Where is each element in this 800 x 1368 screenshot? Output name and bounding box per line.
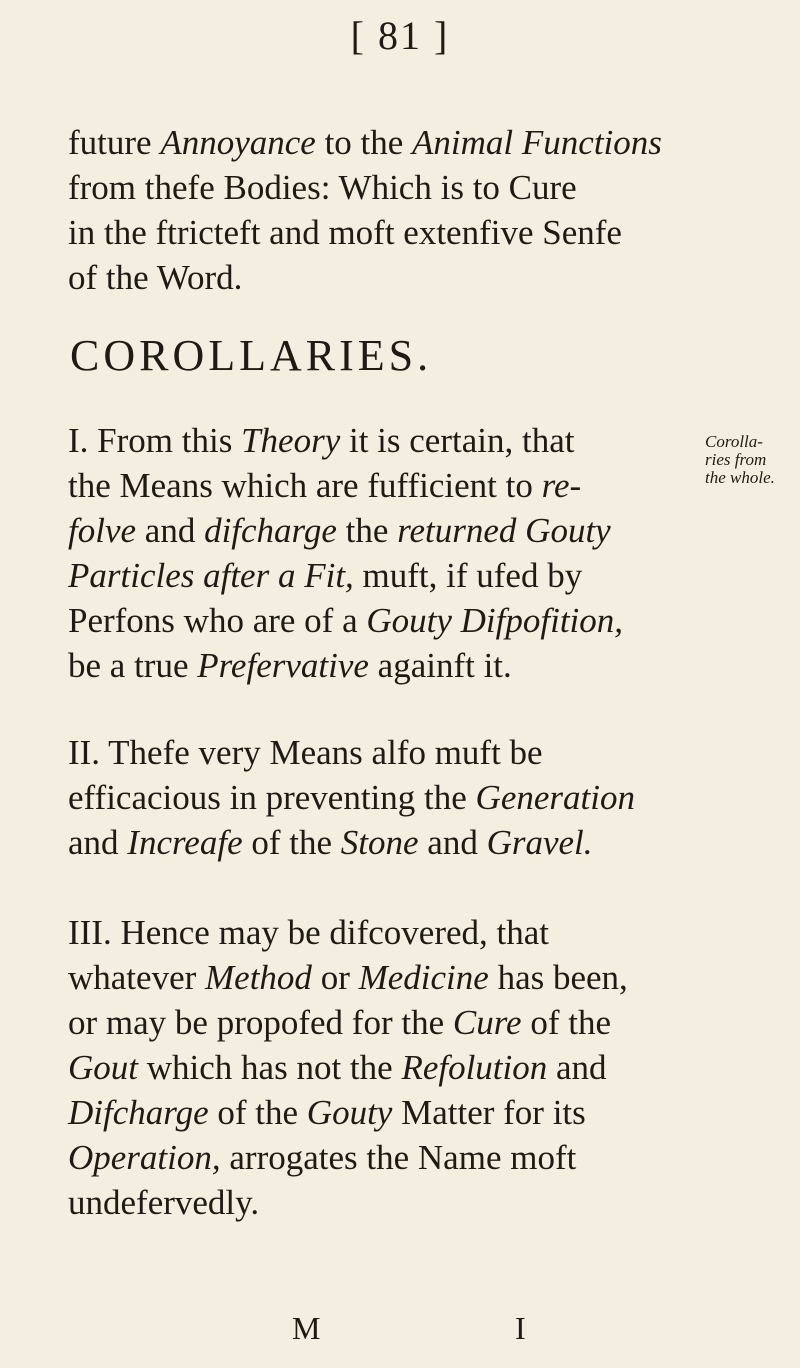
text-segment: re- <box>541 466 582 505</box>
text-segment: and <box>418 823 487 862</box>
text-line <box>68 210 708 255</box>
text-line <box>68 553 708 598</box>
text-segment: Particles after a Fit, <box>68 556 354 595</box>
text-segment: Generation <box>475 778 635 817</box>
text-line <box>68 120 708 165</box>
text-segment: be a true <box>68 646 198 685</box>
text-segment: returned Gouty <box>397 511 611 550</box>
text-line <box>68 820 708 865</box>
corollary-3-paragraph <box>68 910 708 1225</box>
text-segment: Animal Functions <box>412 123 662 162</box>
text-segment: Refolution <box>401 1048 548 1087</box>
text-segment: the Means which are fufficient to <box>68 466 542 505</box>
text-segment: Gouty Difpofition, <box>366 601 624 640</box>
marginal-note-line: ries from <box>705 450 767 469</box>
text-segment: Cure <box>452 1003 522 1042</box>
text-segment: III. Hence may be difcovered, that <box>68 913 550 952</box>
text-line <box>68 165 708 210</box>
text-segment: Prefervative <box>197 646 369 685</box>
corollary-1-paragraph <box>68 418 708 688</box>
text-line <box>68 643 708 688</box>
text-line <box>68 1000 708 1045</box>
text-line <box>68 1045 708 1090</box>
text-segment: Annoyance <box>160 123 316 162</box>
text-segment: Gravel. <box>486 823 593 862</box>
text-segment: it is certain, that <box>340 421 575 460</box>
text-segment: or may be propofed for the <box>68 1003 453 1042</box>
text-segment: of the <box>208 1093 307 1132</box>
text-line <box>68 1180 708 1225</box>
catchword: I <box>515 1310 526 1346</box>
text-segment: in the ftricteft and moft extenfive Senfe <box>68 213 622 252</box>
text-segment: Gouty <box>306 1093 393 1132</box>
text-segment: future <box>68 123 161 162</box>
marginal-note-line: the whole. <box>705 468 775 487</box>
text-segment: the <box>336 511 398 550</box>
text-segment: arrogates the Name moft <box>220 1138 577 1177</box>
text-segment: I. From this <box>68 421 242 460</box>
corollary-2-paragraph <box>68 730 708 865</box>
text-segment: Matter for its <box>392 1093 586 1132</box>
text-line <box>68 508 708 553</box>
text-segment: Medicine <box>358 958 489 997</box>
text-segment: Theory <box>241 421 341 460</box>
text-segment: and <box>68 823 128 862</box>
text-line <box>68 598 708 643</box>
text-line <box>68 255 708 300</box>
text-segment: or <box>311 958 359 997</box>
text-segment: Operation, <box>68 1138 221 1177</box>
text-segment: and <box>136 511 205 550</box>
text-segment: againft it. <box>368 646 512 685</box>
text-segment: of the <box>521 1003 611 1042</box>
text-line <box>68 463 708 508</box>
marginal-note-line: Corolla- <box>705 432 763 451</box>
text-segment: muft, if ufed by <box>353 556 583 595</box>
text-segment: which has not the <box>138 1048 402 1087</box>
text-line <box>68 910 708 955</box>
text-segment: of the <box>242 823 341 862</box>
text-line <box>68 955 708 1000</box>
text-segment: undefervedly. <box>68 1183 260 1222</box>
text-line <box>68 775 708 820</box>
text-line <box>68 1090 708 1135</box>
text-segment: Perfons who are of a <box>68 601 367 640</box>
text-segment: Difcharge <box>68 1093 209 1132</box>
text-segment: has been, <box>488 958 628 997</box>
page-number: [ 81 ] <box>350 13 450 58</box>
text-segment: Gout <box>68 1048 138 1087</box>
text-line <box>68 730 708 775</box>
marginal-note <box>705 433 800 487</box>
signature-mark: M <box>292 1310 321 1346</box>
text-segment: of the Word. <box>68 258 243 297</box>
text-line <box>68 418 708 463</box>
text-segment: to the <box>315 123 413 162</box>
text-segment: and <box>547 1048 607 1087</box>
text-segment: whatever <box>68 958 206 997</box>
section-title: COROLLARIES. <box>70 331 433 380</box>
intro-paragraph <box>68 120 708 300</box>
text-line <box>68 1135 708 1180</box>
text-segment: folve <box>68 511 137 550</box>
text-segment: difcharge <box>204 511 337 550</box>
text-segment: Stone <box>340 823 419 862</box>
text-segment: Increafe <box>127 823 243 862</box>
text-segment: Method <box>205 958 312 997</box>
text-segment: from thefe Bodies: Which is to Cure <box>68 168 577 207</box>
text-segment: II. Thefe very Means alfo muft be <box>68 733 543 772</box>
text-segment: efficacious in preventing the <box>68 778 476 817</box>
